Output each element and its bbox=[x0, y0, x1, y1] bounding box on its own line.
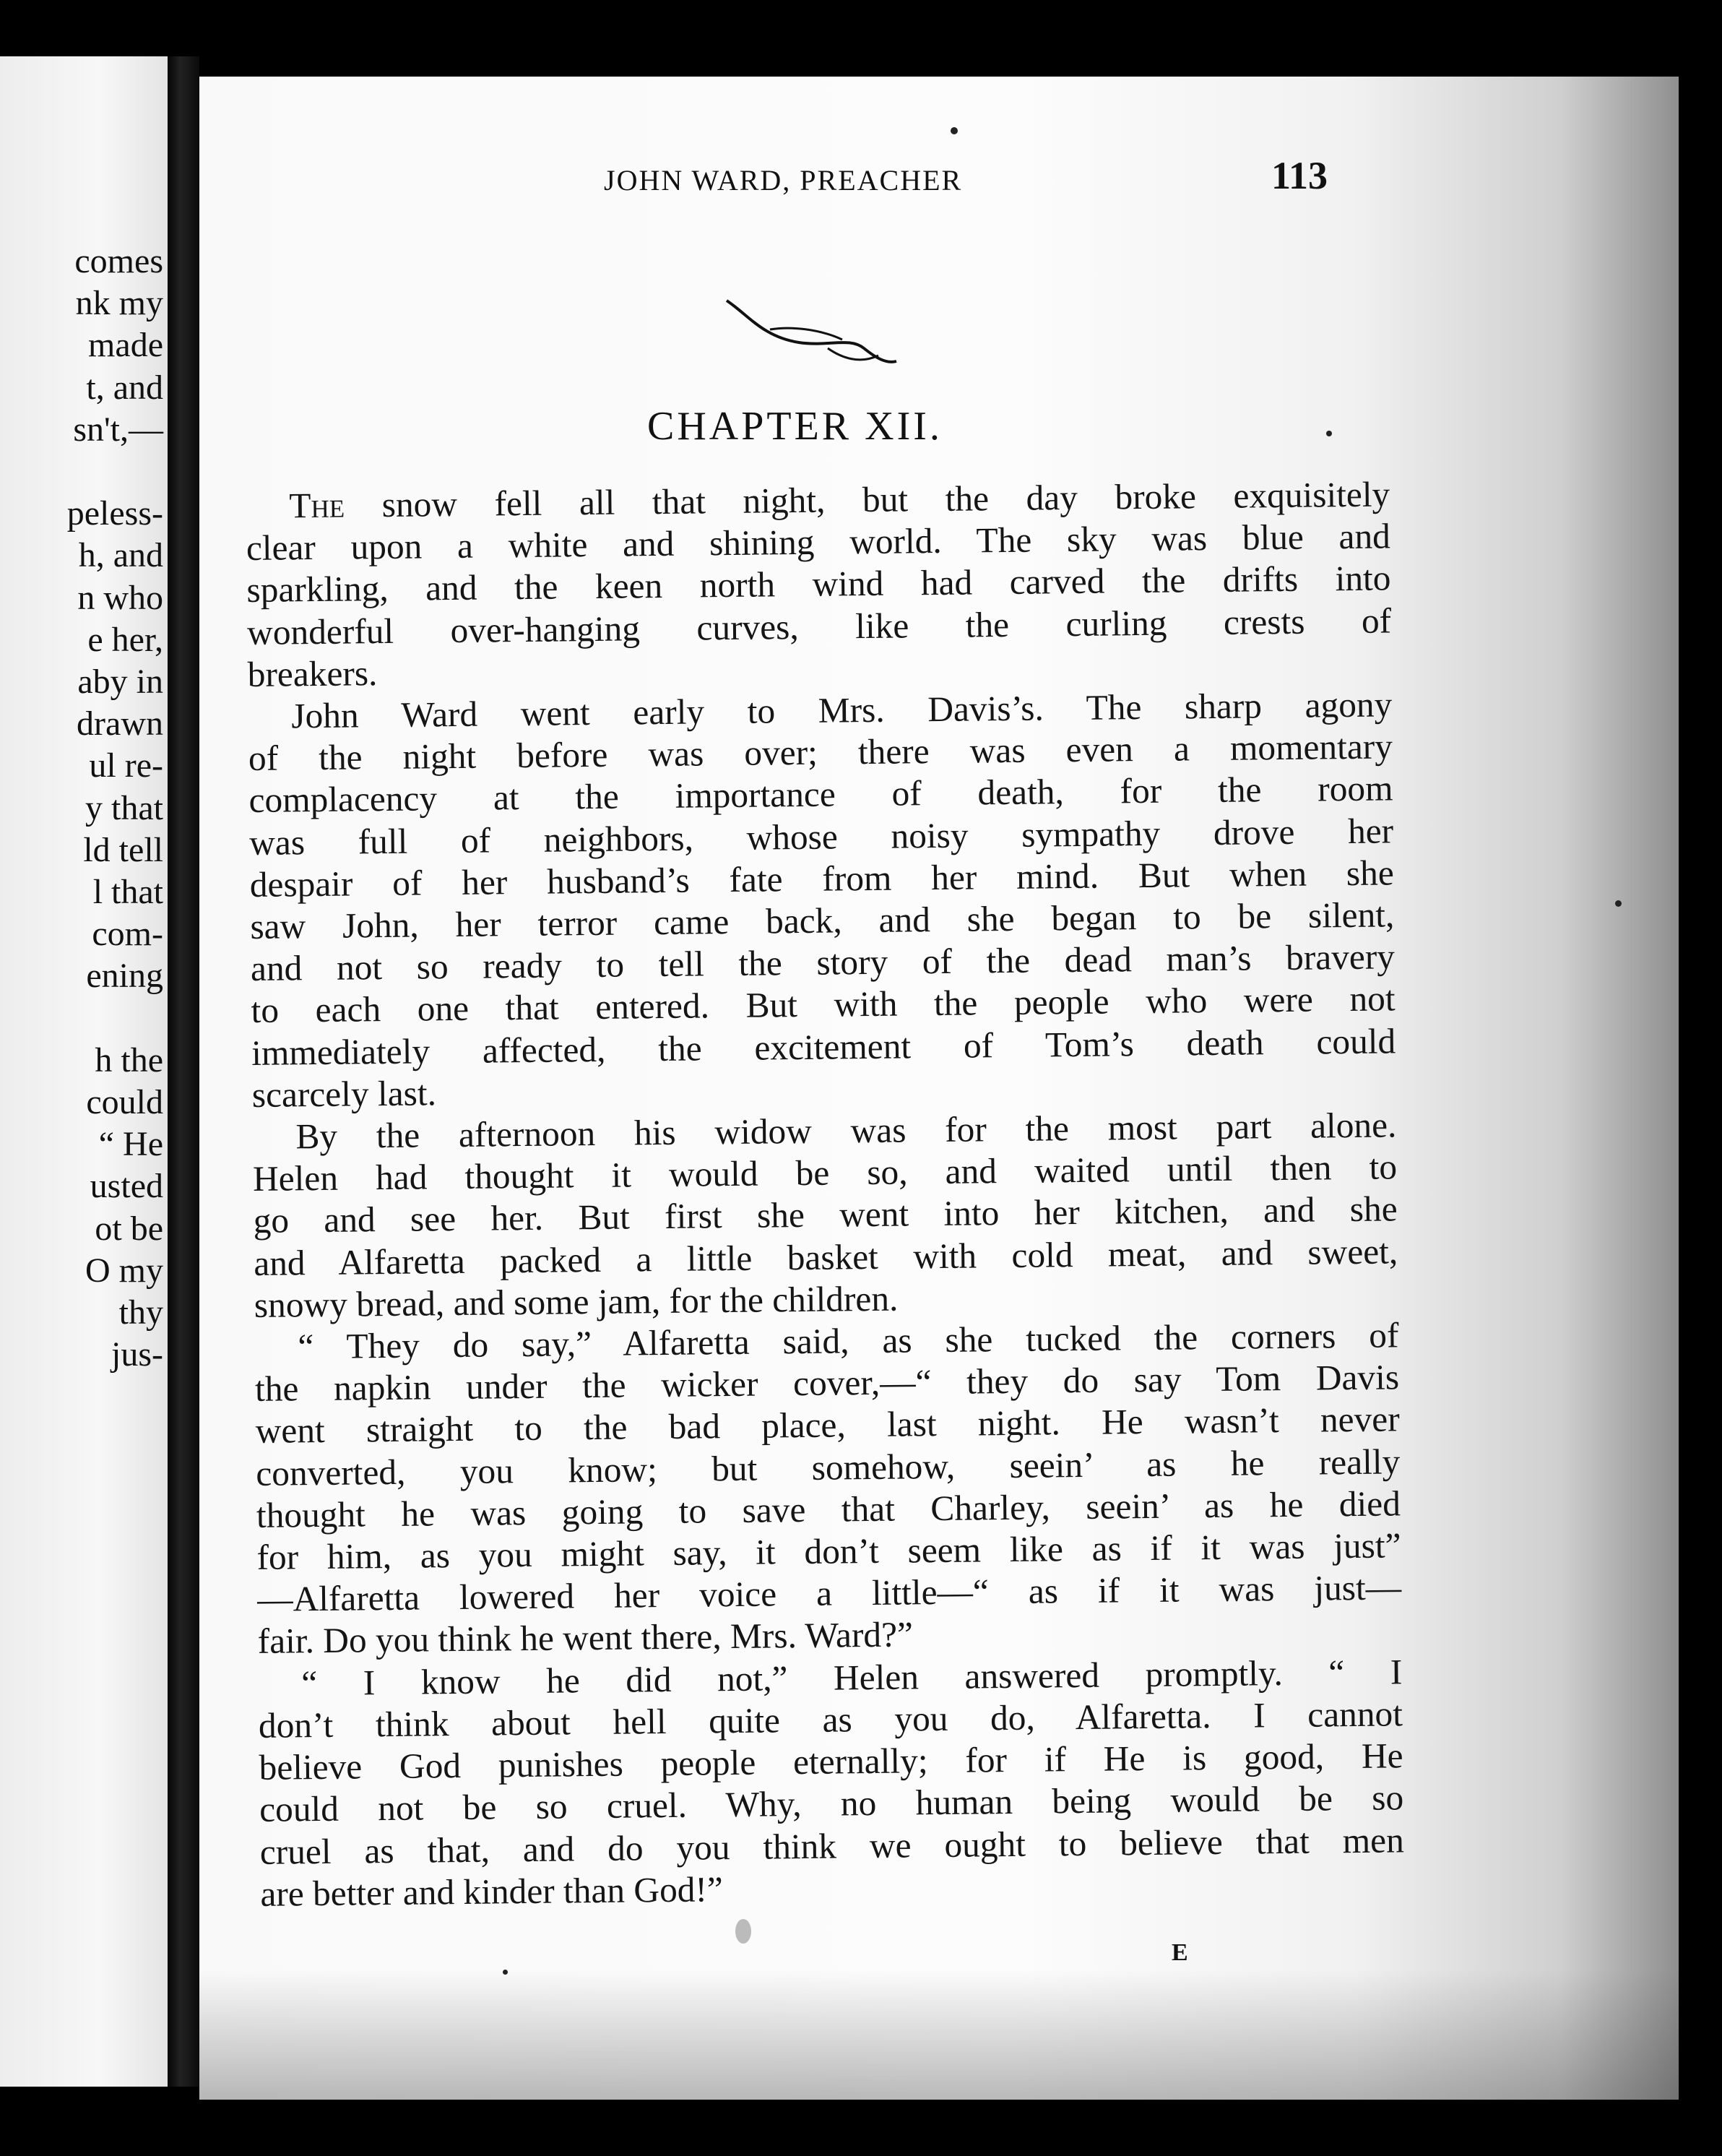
scan-shadow bbox=[199, 1970, 1679, 2100]
text-line: “ I know he did not,” Helen answered promptly. “ I bbox=[301, 1652, 1403, 1703]
facing-line: ot be bbox=[95, 1209, 163, 1248]
facing-gap bbox=[67, 998, 163, 1040]
facing-line: could bbox=[86, 1083, 163, 1122]
book-gutter bbox=[168, 56, 199, 2087]
facing-line: h the bbox=[95, 1040, 163, 1079]
text-line: believe God punishes people eternally; for if He is good, He bbox=[259, 1735, 1403, 1788]
text-line: and Alfaretta packed a little basket with cold meat, and sweet, bbox=[253, 1231, 1398, 1283]
text-line: was full of neighbors, whose noisy sympathy drove her bbox=[248, 811, 1394, 863]
book-page bbox=[199, 77, 1679, 2100]
ink-speck bbox=[1326, 431, 1332, 436]
chapter-body bbox=[246, 473, 1405, 1915]
text-line: clear upon a white and shining world. The sky was blue and bbox=[246, 516, 1391, 569]
facing-line: O my bbox=[85, 1251, 163, 1290]
text-line: could not be so cruel. Why, no human being would be so bbox=[259, 1777, 1404, 1830]
text-line: don’t think about hell quite as you do, Alfaretta. I cannot bbox=[258, 1694, 1403, 1746]
facing-line: ld tell bbox=[83, 830, 163, 869]
ink-speck bbox=[1615, 900, 1622, 907]
text-line: went straight to the bad place, last night. He wasn’t never bbox=[255, 1399, 1400, 1452]
text-line: cruel as that, and do you think we ought to believe that men bbox=[259, 1819, 1405, 1872]
text-line: wonderful over-hanging curves, like the curling crests of bbox=[246, 600, 1392, 652]
text-line: and not so ready to tell the story of the dead man’s bravery bbox=[250, 936, 1396, 989]
text-line: despair of her husband’s fate from her mind. But when she bbox=[249, 853, 1394, 905]
facing-line: ening bbox=[86, 957, 163, 996]
facing-line: made bbox=[88, 326, 163, 365]
text-line: converted, you know; but somehow, seein’ as he really bbox=[256, 1441, 1401, 1493]
text-line: sparkling, and the keen north wind had carved the drifts into bbox=[246, 558, 1391, 611]
facing-line: usted bbox=[90, 1167, 163, 1206]
facing-line: com- bbox=[92, 915, 163, 954]
facing-line: jus- bbox=[111, 1335, 163, 1374]
drop-word: The bbox=[289, 485, 345, 526]
facing-line: aby in bbox=[77, 663, 163, 702]
facing-line: h, and bbox=[78, 536, 163, 575]
chapter-title: CHAPTER XII. bbox=[647, 404, 943, 449]
ink-speck bbox=[951, 127, 958, 134]
text-line: fair. Do you think he went there, Mrs. Ward?” bbox=[257, 1614, 914, 1662]
facing-line: peless- bbox=[66, 494, 163, 533]
facing-line: nk my bbox=[75, 284, 163, 323]
text-line: for him, as you might say, it don’t seem like as if it was just” bbox=[256, 1525, 1401, 1577]
text-line: snowy bread, and some jam, for the children. bbox=[254, 1278, 899, 1325]
text-line: saw John, her terror came back, and she began to be silent, bbox=[250, 894, 1395, 947]
text-line: “ They do say,” Alfaretta said, as she tucked the corners of bbox=[298, 1315, 1399, 1367]
text-line: complacency at the importance of death, for the room bbox=[248, 768, 1393, 821]
running-head: JOHN WARD, PREACHER bbox=[604, 164, 963, 197]
ornament-flourish bbox=[719, 286, 907, 373]
text-line: of the night before was over; there was even a momentary bbox=[248, 726, 1393, 779]
facing-line: y that bbox=[85, 788, 163, 827]
facing-line: l that bbox=[92, 873, 163, 912]
text-line-rest: snow fell all that night, but the day broke exquisitely bbox=[344, 474, 1390, 525]
text-line: the napkin under the wicker cover,—“ they do say Tom Davis bbox=[254, 1357, 1400, 1410]
text-line: breakers. bbox=[247, 652, 378, 694]
text-line: to each one that entered. But with the people who were not bbox=[251, 978, 1396, 1031]
facing-line: thy bbox=[118, 1293, 163, 1332]
facing-page-text bbox=[67, 241, 163, 1376]
text-line: scarcely last. bbox=[251, 1073, 437, 1115]
facing-line: sn't,— bbox=[73, 410, 163, 449]
facing-page-fragment bbox=[0, 56, 168, 2087]
text-line: thought he was going to save that Charley, seein’ as he died bbox=[256, 1483, 1401, 1535]
text-line: By the afternoon his widow was for the most part alone. bbox=[295, 1105, 1397, 1157]
text-line: John Ward went early to Mrs. Davis’s. The sharp agony bbox=[291, 684, 1393, 736]
text-line: —Alfaretta lowered her voice a little—“ as if it was just— bbox=[256, 1567, 1402, 1620]
facing-line: t, and bbox=[86, 368, 163, 407]
facing-line: comes bbox=[74, 242, 163, 280]
ink-speck bbox=[735, 1919, 751, 1944]
text-line: are better and kinder than God!” bbox=[260, 1868, 724, 1914]
text-line: immediately affected, the excitement of Tom’s death could bbox=[251, 1021, 1396, 1073]
facing-line: drawn bbox=[77, 704, 163, 743]
text-line: go and see her. But first she went into her kitchen, and she bbox=[253, 1189, 1398, 1241]
facing-line: “ He bbox=[98, 1125, 163, 1164]
facing-line: e her, bbox=[87, 620, 163, 659]
facing-line: n who bbox=[77, 578, 163, 617]
facing-gap bbox=[67, 451, 163, 493]
signature-mark: E bbox=[1172, 1939, 1188, 1966]
page-number: 113 bbox=[1271, 154, 1328, 197]
facing-line: ul re- bbox=[89, 746, 163, 785]
text-line: Helen had thought it would be so, and waited until then to bbox=[252, 1147, 1398, 1199]
